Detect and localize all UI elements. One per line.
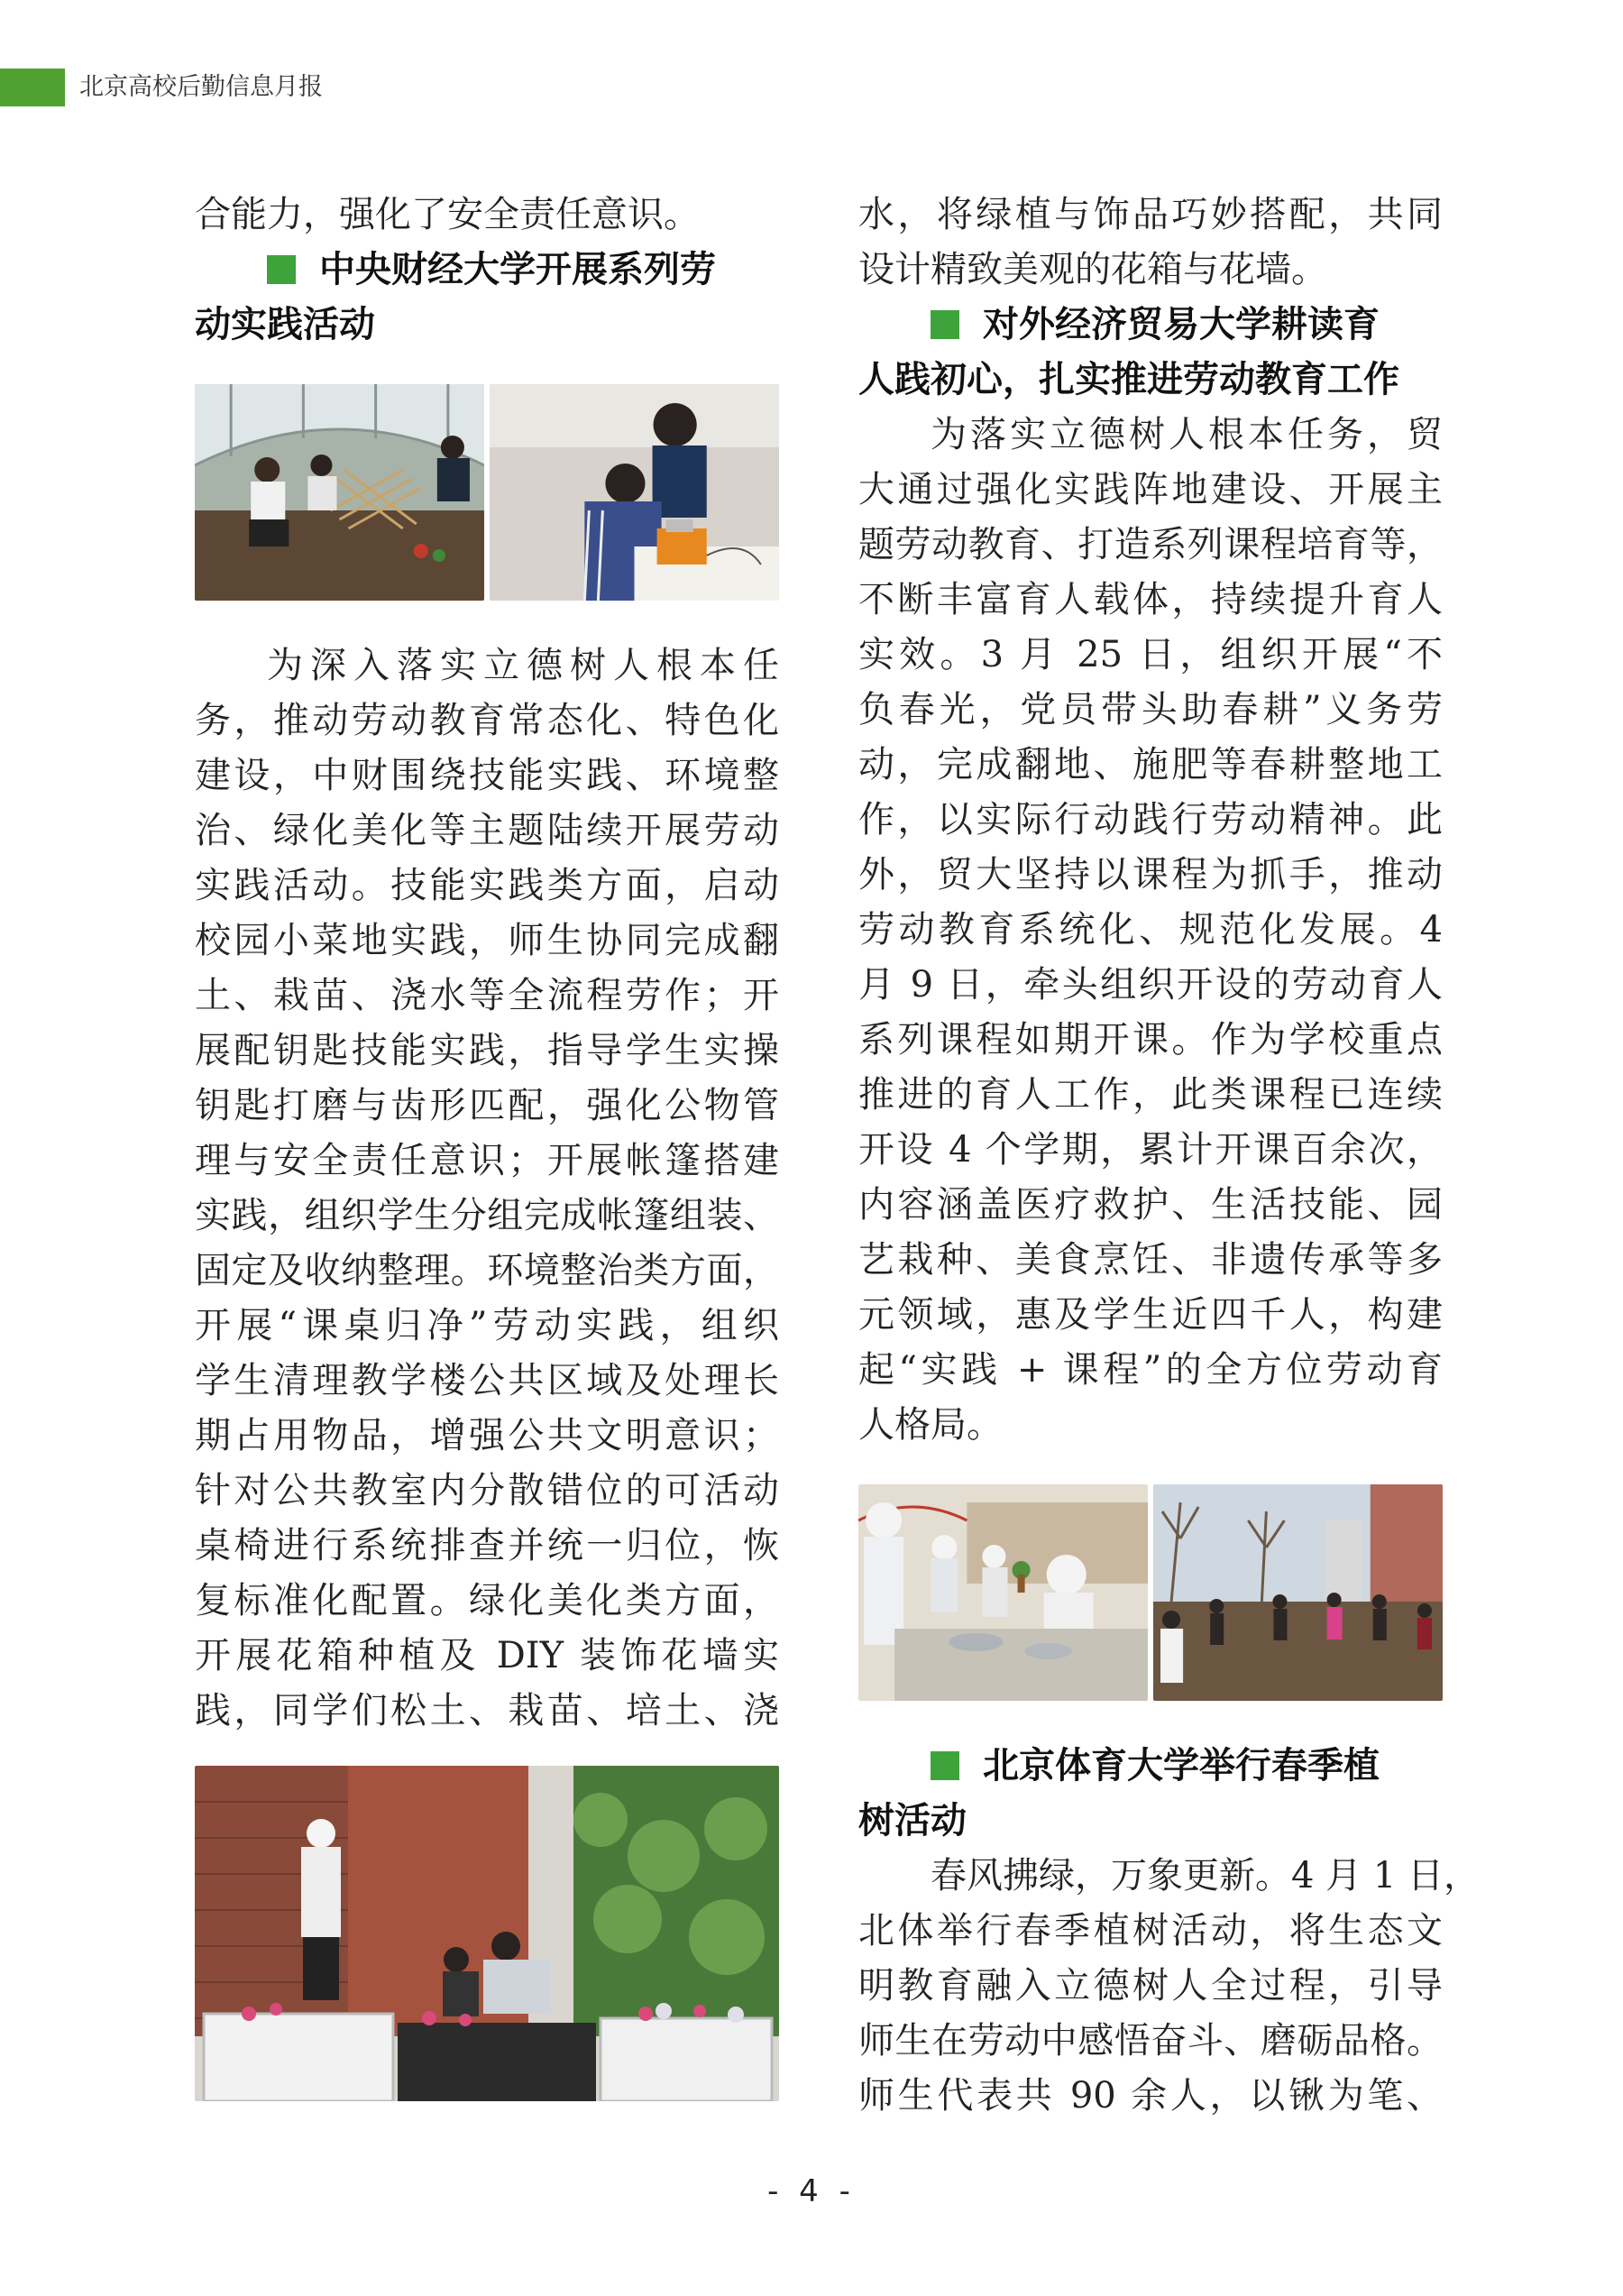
body-line: 开展“课桌归净”劳动实践，组织 <box>195 1305 779 1346</box>
body-line: 为落实立德树人根本任务，贸 <box>931 414 1443 455</box>
body-line: 大通过强化实践阵地建设、开展主 <box>858 469 1443 510</box>
body-line: 月 9 日，牵头组织开设的劳动育人 <box>858 964 1443 1006</box>
left-column <box>195 188 779 2101</box>
body-line: 期占用物品，增强公共文明意识； <box>195 1415 779 1456</box>
body-line: 师生代表共 90 余人，以锹为笔、 <box>858 2075 1443 2117</box>
section-heading-uibe: 对外经济贸易大学耕读育 <box>858 298 1443 353</box>
right-column <box>858 188 1481 2124</box>
body-line: 践，同学们松土、栽苗、培土、浇 <box>195 1690 779 1731</box>
photo-row-uibe <box>858 1484 1443 1701</box>
section-heading-bsu-cont: 树活动 <box>858 1800 967 1841</box>
body-line: 务，推动劳动教育常态化、特色化 <box>195 700 779 741</box>
cooking-class-photo <box>858 1484 1148 1701</box>
section-heading-cufe: 中央财经大学开展系列劳 <box>195 243 779 298</box>
key-cutting-practice-photo <box>490 384 779 601</box>
body-line: 合能力，强化了安全责任意识。 <box>195 194 700 235</box>
section-heading-bsu: 北京体育大学举行春季植 <box>858 1739 1443 1794</box>
photo-row-cufe <box>195 384 779 601</box>
section-heading-uibe-cont: 人践初心，扎实推进劳动教育工作 <box>858 359 1399 400</box>
body-line: 北体举行春季植树活动，将生态文 <box>858 1910 1443 1952</box>
body-line: 负春光，党员带头助春耕”义务劳 <box>858 689 1443 730</box>
body-line: 治、绿化美化等主题陆续开展劳动 <box>195 810 779 851</box>
body-line: 桌椅进行系统排查并统一归位，恢 <box>195 1525 779 1566</box>
body-line: 题劳动教育、打造系列课程培育等， <box>858 524 1443 565</box>
body-line: 钥匙打磨与齿形匹配，强化公物管 <box>195 1085 779 1126</box>
body-line: 元领域，惠及学生近四千人，构建 <box>858 1294 1443 1336</box>
body-line: 推进的育人工作，此类课程已连续 <box>858 1074 1443 1116</box>
body-line: 起“实践 + 课程”的全方位劳动育 <box>858 1349 1443 1391</box>
body-line: 复标准化配置。绿化美化类方面， <box>195 1580 779 1621</box>
section-bullet-square-icon <box>267 255 296 284</box>
section-bullet-square-icon <box>931 310 959 339</box>
header-accent-bar <box>0 69 65 106</box>
body-line: 校园小菜地实践，师生协同完成翻 <box>195 920 779 961</box>
body-line: 水，将绿植与饰品巧妙搭配，共同 <box>858 194 1443 235</box>
body-line: 实效。3 月 25 日，组织开展“不 <box>858 634 1443 675</box>
flower-wall-planting-photo <box>195 1766 779 2101</box>
body-line: 外，贸大坚持以课程为抓手，推动 <box>858 854 1443 895</box>
section-heading-cufe-cont: 动实践活动 <box>195 304 375 345</box>
body-line: 劳动教育系统化、规范化发展。4 <box>858 909 1443 951</box>
greenhouse-planting-photo <box>195 384 484 601</box>
body-line: 针对公共教室内分散错位的可活动 <box>195 1470 779 1511</box>
body-line: 动，完成翻地、施肥等春耕整地工 <box>858 744 1443 785</box>
body-line: 实践，组织学生分组完成帐篷组装、 <box>195 1195 779 1236</box>
body-line: 师生在劳动中感悟奋斗、磨砺品格。 <box>858 2020 1443 2062</box>
body-line: 人格局。 <box>858 1404 1003 1446</box>
body-line: 设计精致美观的花箱与花墙。 <box>858 249 1327 290</box>
publication-title: 北京高校后勤信息月报 <box>79 73 323 101</box>
page-number: - 4 - <box>767 2173 856 2209</box>
body-line: 艺栽种、美食烹饪、非遗传承等多 <box>858 1239 1443 1281</box>
body-line: 内容涵盖医疗救护、生活技能、园 <box>858 1184 1443 1226</box>
body-line: 学生清理教学楼公共区域及处理长 <box>195 1360 779 1401</box>
body-line: 实践活动。技能实践类方面，启动 <box>195 865 779 906</box>
body-line: 不断丰富育人载体，持续提升育人 <box>858 579 1443 620</box>
body-line: 开设 4 个学期，累计开课百余次， <box>858 1129 1443 1171</box>
body-line: 春风拂绿，万象更新。4 月 1 日， <box>931 1855 1481 1896</box>
body-line: 开展花箱种植及 DIY 装饰花墙实 <box>195 1635 779 1676</box>
body-line: 系列课程如期开课。作为学校重点 <box>858 1019 1443 1061</box>
body-line: 理与安全责任意识；开展帐篷搭建 <box>195 1140 779 1181</box>
body-line: 土、栽苗、浇水等全流程劳作；开 <box>195 975 779 1016</box>
body-line: 作，以实际行动践行劳动精神。此 <box>858 799 1443 840</box>
spring-farming-photo <box>1153 1484 1443 1701</box>
body-line: 固定及收纳整理。环境整治类方面， <box>195 1250 779 1291</box>
section-bullet-square-icon <box>931 1751 959 1780</box>
body-line: 明教育融入立德树人全过程，引导 <box>858 1965 1443 2007</box>
body-line: 展配钥匙技能实践，指导学生实操 <box>195 1030 779 1071</box>
body-line: 建设，中财围绕技能实践、环境整 <box>195 755 779 796</box>
body-line: 为深入落实立德树人根本任 <box>267 645 779 686</box>
